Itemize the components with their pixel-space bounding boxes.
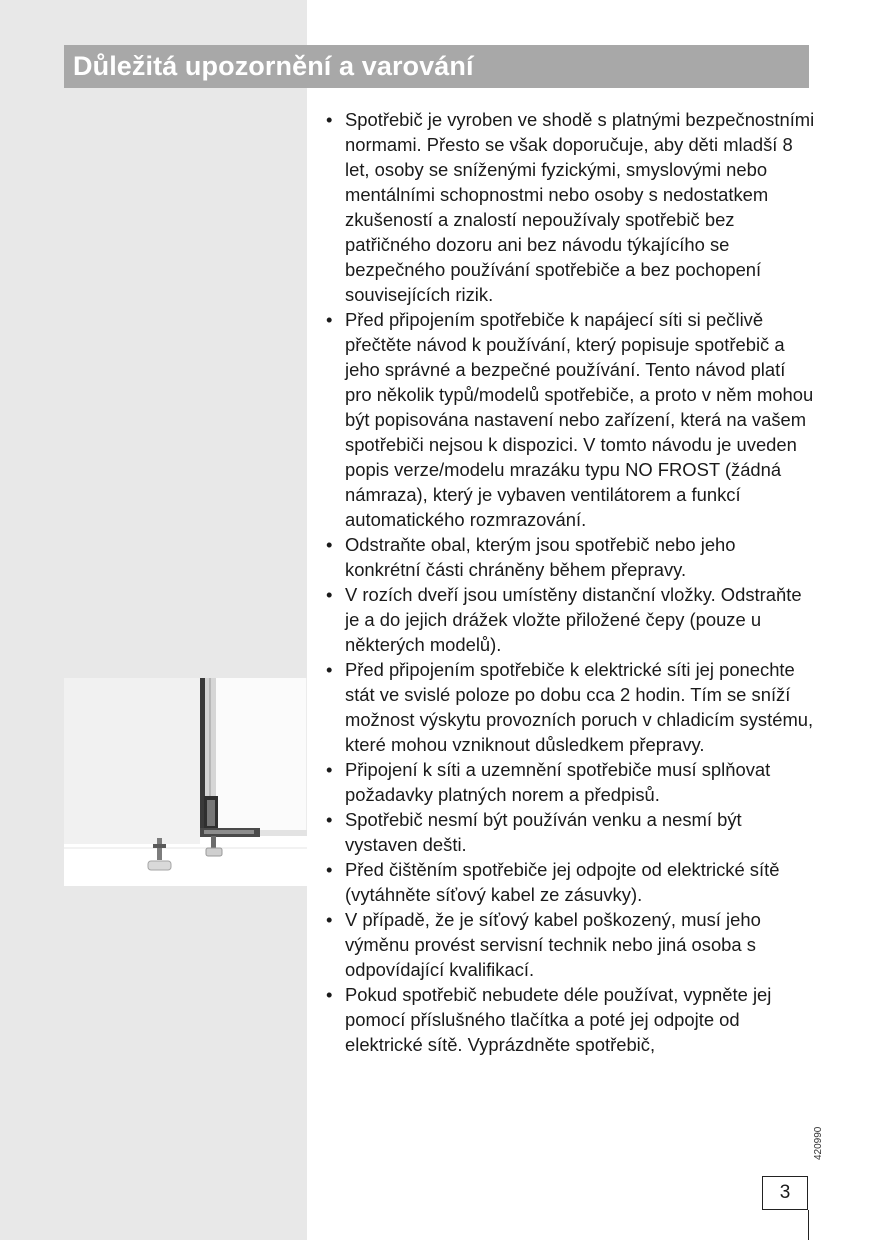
- page-number: 3: [762, 1176, 808, 1210]
- warnings-list: [326, 107, 816, 1057]
- list-item: • Spotřebič je vyroben ve shodě s platnými bezpečnostními normami. Přesto se však doporučuje, aby děti mladší 8 let, osoby se sníženými fyzickými, smyslovými nebo mentálními schopnostmi nebo osoby s nedostatkem zkušeností a znalostí nepoužívaly spotřebič bez patřičného dozoru ani bez návodu týkajícího se bezpečného používání spotřebiče a bez pochopení souvisejících rizik.: [326, 107, 816, 307]
- list-item: • Odstraňte obal, kterým jsou spotřebič nebo jeho konkrétní části chráněny během přepravy.: [326, 532, 816, 582]
- page-title: Důležitá upozornění a varování: [73, 51, 474, 81]
- page-number-rule: [808, 1210, 809, 1240]
- document-code: 420990: [813, 1126, 824, 1160]
- list-item: • Pokud spotřebič nebudete déle používat, vypněte jej pomocí příslušného tlačítka a poté jej odpojte od elektrické sítě. Vyprázdněte spotřebič,: [326, 982, 816, 1057]
- section-title-bar: [64, 45, 809, 88]
- list-item: • Připojení k síti a uzemnění spotřebiče musí splňovat požadavky platných norem a předpisů.: [326, 757, 816, 807]
- freezer-door-corner-illustration: [64, 678, 307, 886]
- list-item: • Před připojením spotřebiče k elektrické síti jej ponechte stát ve svislé poloze po dobu cca 2 hodin. Tím se sníží možnost výskytu provozních poruch v chladicím systému, které mohou vzniknout důsledkem přepravy.: [326, 657, 816, 757]
- list-item: • Spotřebič nesmí být používán venku a nesmí být vystaven dešti.: [326, 807, 816, 857]
- list-item: • Před připojením spotřebiče k napájecí síti si pečlivě přečtěte návod k používání, který popisuje spotřebič a jeho správné a bezpečné používání. Tento návod platí pro několik typů/modelů spotřebiče, a proto v něm mohou být popisována nastavení nebo zařízení, která na vašem spotřebiči nejsou k dispozici. V tomto návodu je uveden popis verze/modelu mrazáku typu NO FROST (žádná námraza), který je vybaven ventilátorem a funkcí automatického rozmrazování.: [326, 307, 816, 532]
- list-item: • V rozích dveří jsou umístěny distanční vložky. Odstraňte je a do jejich drážek vložte přiložené čepy (pouze u některých modelů).: [326, 582, 816, 657]
- warnings-content: [326, 107, 816, 1057]
- list-item: • Před čištěním spotřebiče jej odpojte od elektrické sítě (vytáhněte síťový kabel ze zásuvky).: [326, 857, 816, 907]
- left-margin-band: [0, 0, 307, 1240]
- list-item: • V případě, že je síťový kabel poškozený, musí jeho výměnu provést servisní technik nebo jiná osoba s odpovídající kvalifikací.: [326, 907, 816, 982]
